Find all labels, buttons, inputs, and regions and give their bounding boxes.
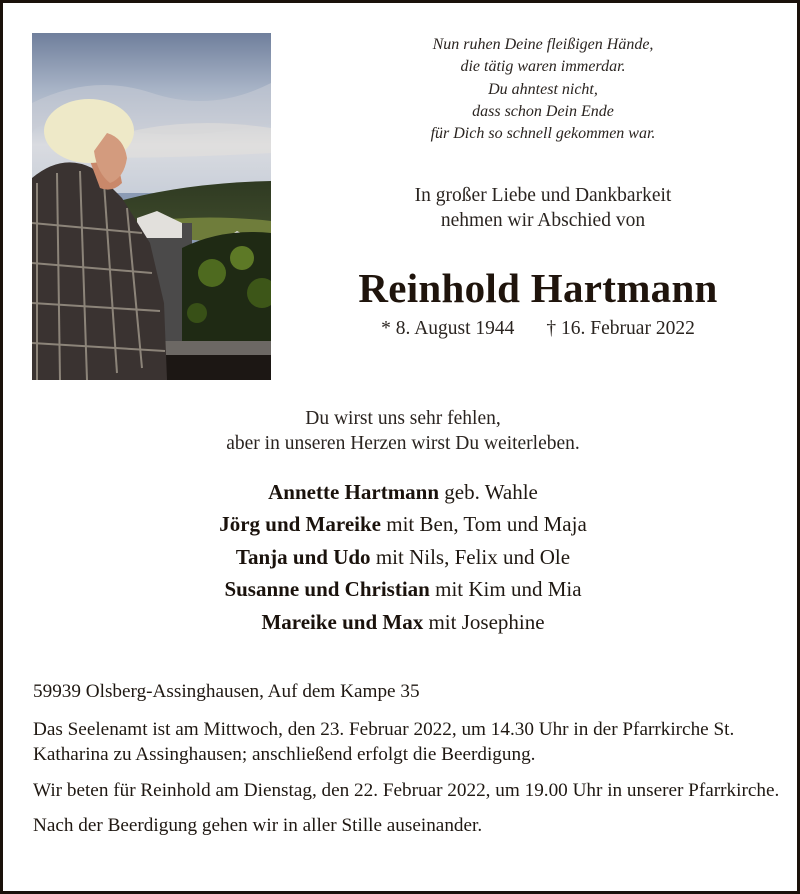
farewell-line: Du wirst uns sehr fehlen, [305, 408, 501, 429]
mourner-row [103, 573, 703, 605]
mourners-list [103, 476, 703, 638]
intro-line: nehmen wir Abschied von [440, 210, 646, 231]
portrait-photo [32, 33, 271, 380]
mourner-name: Tanja und Udo [235, 544, 371, 569]
portrait-photo-illustration [32, 33, 271, 380]
requiem-info: Das Seelenamt ist am Mittwoch, den 23. Februar 2022, um 14.30 Uhr in der Pfarrkirche St. Katharina zu Assinghausen; anschließend erfolgt die Beerdigung. [33, 718, 735, 765]
intro-text [323, 183, 763, 233]
mourner-detail: mit Nils, Felix und Ole [370, 544, 571, 569]
poem-line: dass schon Dein Ende [472, 102, 614, 120]
poem-line: Nun ruhen Deine fleißigen Hände, [432, 36, 654, 53]
farewell-text [103, 406, 703, 456]
deceased-name: Reinhold Hartmann [358, 265, 718, 311]
mourner-row [103, 476, 703, 508]
mourner-row [103, 606, 703, 638]
farewell-line: aber in unseren Herzen wirst Du weiterleben. [226, 433, 580, 454]
prayer-info: Wir beten für Reinhold am Dienstag, den 22. Februar 2022, um 19.00 Uhr in unserer Pfarrkirche. [33, 779, 780, 801]
family-address: 59939 Olsberg-Assinghausen, Auf dem Kampe 35 [33, 681, 420, 702]
intro-line: In großer Liebe und Dankbarkeit [414, 185, 672, 206]
service-details [33, 679, 783, 849]
poem-line: für Dich so schnell gekommen war. [430, 125, 656, 143]
birth-date: * 8. August 1944 [381, 318, 515, 339]
mourner-name: Annette Hartmann [268, 480, 440, 504]
mourner-name: Susanne und Christian [224, 577, 430, 602]
poem-line: die tätig waren immerdar. [460, 58, 626, 76]
mourner-name: Jörg und Mareike [219, 512, 381, 537]
mourner-detail: geb. Wahle [439, 480, 538, 504]
mourner-detail: mit Ben, Tom und Maja [380, 512, 587, 537]
poem-line: Du ahntest nicht, [488, 80, 598, 98]
death-date: † 16. Februar 2022 [546, 318, 695, 339]
mourner-detail: mit Josephine [423, 609, 545, 634]
mourner-name: Mareike und Max [261, 609, 424, 634]
poem [343, 34, 743, 145]
mourner-row [103, 541, 703, 573]
closing-note: Nach der Beerdigung gehen wir in aller Stille auseinander. [33, 815, 483, 836]
mourner-detail: mit Kim und Mia [429, 577, 582, 602]
life-dates [303, 316, 773, 342]
mourner-row [103, 508, 703, 540]
